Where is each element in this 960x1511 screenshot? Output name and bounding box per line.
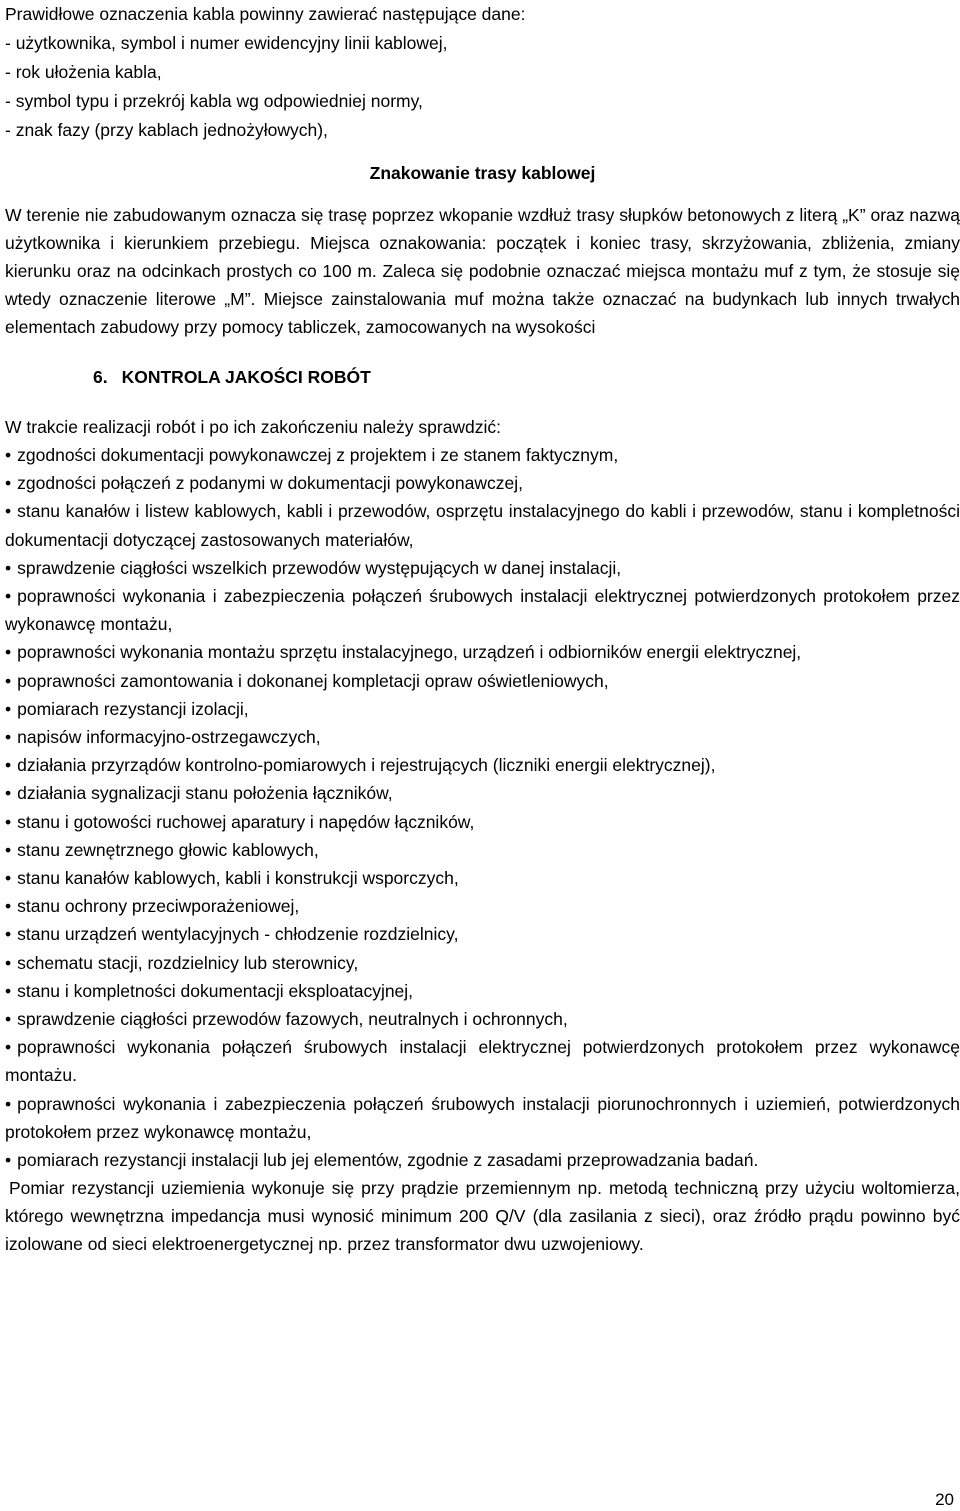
bullet-icon: • (5, 896, 12, 917)
checklist-item-text: sprawdzenie ciągłości wszelkich przewodów występujących w danej instalacji, (17, 557, 622, 578)
checklist-item (5, 920, 960, 948)
intro-line: - znak fazy (przy kablach jednożyłowych), (5, 120, 328, 140)
checklist-item-text: poprawności wykonania i zabezpieczenia połączeń śrubowych instalacji elektrycznej potwierdzonych protokołem przez wykonawcę montażu, (5, 586, 960, 635)
cable-marking-requirements (5, 0, 960, 145)
checklist-item-text: stanu i kompletności dokumentacji eksploatacyjnej, (17, 980, 414, 1001)
checklist-item (5, 864, 960, 892)
closing-paragraph: Pomiar rezystancji uziemienia wykonuje się przy prądzie przemiennym np. metodą techniczną przy użyciu woltomierza, którego wewnętrzna impedancja musi wynosić minimum 200 Q/V (dla zasilania z sieci), oraz źródło prądu powinno być izolowane od sieci elektroenergetycznej np. przez transformator dwu uzwojeniowy. (5, 1178, 960, 1255)
checklist-item-text: zgodności połączeń z podanymi w dokumentacji powykonawczej, (17, 473, 523, 494)
bullet-icon: • (5, 980, 12, 1001)
checklist-item-text: pomiarach rezystancji izolacji, (17, 698, 249, 719)
checklist-item (5, 779, 960, 807)
bullet-icon: • (5, 1150, 12, 1171)
checklist-item (5, 497, 960, 553)
checklist-item (5, 638, 960, 666)
checklist-item-text: stanu zewnętrznego głowic kablowych, (17, 839, 319, 860)
bullet-icon: • (5, 698, 12, 719)
bullet-icon: • (5, 670, 12, 691)
checklist (5, 441, 960, 1174)
checklist-item (5, 667, 960, 695)
checklist-item-text: stanu kanałów kablowych, kabli i konstrukcji wsporczych, (17, 868, 459, 889)
checklist-item (5, 892, 960, 920)
intro-line: - rok ułożenia kabla, (5, 62, 162, 82)
checklist-item-text: napisów informacyjno-ostrzegawczych, (17, 727, 321, 748)
checklist-item-text: stanu urządzeń wentylacyjnych - chłodzenie rozdzielnicy, (17, 924, 459, 945)
checklist-item-text: pomiarach rezystancji instalacji lub jej elementów, zgodnie z zasadami przeprowadzania badań. (17, 1150, 759, 1171)
bullet-icon: • (5, 501, 12, 522)
bullet-icon: • (5, 727, 12, 748)
bullet-icon: • (5, 586, 12, 607)
cable-marking-paragraph: W terenie nie zabudowanym oznacza się trasę poprzez wkopanie wzdłuż trasy słupków betonowych z literą „K” oraz nazwą użytkownika i kierunkiem przebiegu. Miejsca oznakowania: początek i koniec trasy, skrzyżowania, zbliżenia, zmiany kierunku oraz na odcinkach prostych co 100 m. Zaleca się podobnie oznaczać miejsca montażu muf z tym, że stosuje się wtedy oznaczenie literowe „M”. Miejsce zainstalowania muf można także oznaczać na budynkach lub innych trwałych elementach zabudowy przy pomocy tabliczek, zamocowanych na wysokości (5, 205, 960, 337)
checklist-item-text: działania sygnalizacji stanu położenia łączników, (17, 783, 393, 804)
checklist-item-text: poprawności zamontowania i dokonanej kompletacji opraw oświetleniowych, (17, 670, 609, 691)
checklist-item-text: zgodności dokumentacji powykonawczej z projektem i ze stanem faktycznym, (17, 445, 619, 465)
checklist-item-text: stanu ochrony przeciwporażeniowej, (17, 896, 300, 917)
checklist-item-text: sprawdzenie ciągłości przewodów fazowych, neutralnych i ochronnych, (17, 1009, 568, 1030)
bullet-icon: • (5, 952, 12, 973)
checklist-item (5, 977, 960, 1005)
checklist-item (5, 554, 960, 582)
bullet-icon: • (5, 1093, 12, 1114)
bullet-icon: • (5, 1037, 12, 1058)
checklist-item-text: poprawności wykonania montażu sprzętu instalacyjnego, urządzeń i odbiorników energii elektrycznej, (17, 642, 802, 663)
checklist-item (5, 949, 960, 977)
checklist-item-text: poprawności wykonania i zabezpieczenia połączeń śrubowych instalacji piorunochronnych i uziemień, potwierdzonych protokołem przez wykonawcę montażu, (5, 1093, 960, 1142)
checklist-item-text: schematu stacji, rozdzielnicy lub sterownicy, (17, 952, 359, 973)
checklist-item (5, 582, 960, 638)
intro-line: Prawidłowe oznaczenia kabla powinny zawierać następujące dane: (5, 4, 526, 24)
bullet-icon: • (5, 839, 12, 860)
bullet-icon: • (5, 473, 12, 494)
bullet-icon: • (5, 868, 12, 889)
checklist-item-text: działania przyrządów kontrolno-pomiarowych i rejestrujących (liczniki energii elektrycznej), (17, 755, 716, 776)
checklist-item-text: stanu i gotowości ruchowej aparatury i napędów łączników, (17, 811, 475, 832)
intro-line: - użytkownika, symbol i numer ewidencyjny linii kablowej, (5, 33, 448, 53)
checklist-item (5, 723, 960, 751)
checklist-item (5, 1033, 960, 1089)
document-page (5, 0, 960, 1258)
page-number: 20 (935, 1490, 954, 1509)
checklist-item-text: poprawności wykonania połączeń śrubowych instalacji elektrycznej potwierdzonych protokołem przez wykonawcę montażu. (5, 1037, 960, 1086)
bullet-icon: • (5, 755, 12, 776)
checklist-item (5, 836, 960, 864)
checklist-lead: W trakcie realizacji robót i po ich zakończeniu należy sprawdzić: (5, 417, 502, 437)
checklist-item (5, 1090, 960, 1146)
chapter-heading (5, 363, 960, 391)
bullet-icon: • (5, 811, 12, 832)
bullet-icon: • (5, 924, 12, 945)
checklist-item (5, 695, 960, 723)
bullet-icon: • (5, 445, 12, 465)
checklist-item (5, 751, 960, 779)
checklist-item (5, 808, 960, 836)
checklist-item (5, 1005, 960, 1033)
bullet-icon: • (5, 783, 12, 804)
bullet-icon: • (5, 642, 12, 663)
checklist-item-text: stanu kanałów i listew kablowych, kabli i przewodów, osprzętu instalacyjnego do kabli i przewodów, stanu i kompletności dokumentacji dotyczącej zastosowanych materiałów, (5, 501, 960, 550)
checklist-item (5, 1146, 960, 1174)
chapter-number: 6. (93, 367, 108, 387)
section-heading: Znakowanie trasy kablowej (369, 163, 596, 183)
bullet-icon: • (5, 1009, 12, 1030)
bullet-icon: • (5, 557, 12, 578)
checklist-item (5, 441, 960, 469)
checklist-item (5, 469, 960, 497)
chapter-title: KONTROLA JAKOŚCI ROBÓT (121, 367, 371, 387)
intro-line: - symbol typu i przekrój kabla wg odpowiedniej normy, (5, 91, 423, 111)
